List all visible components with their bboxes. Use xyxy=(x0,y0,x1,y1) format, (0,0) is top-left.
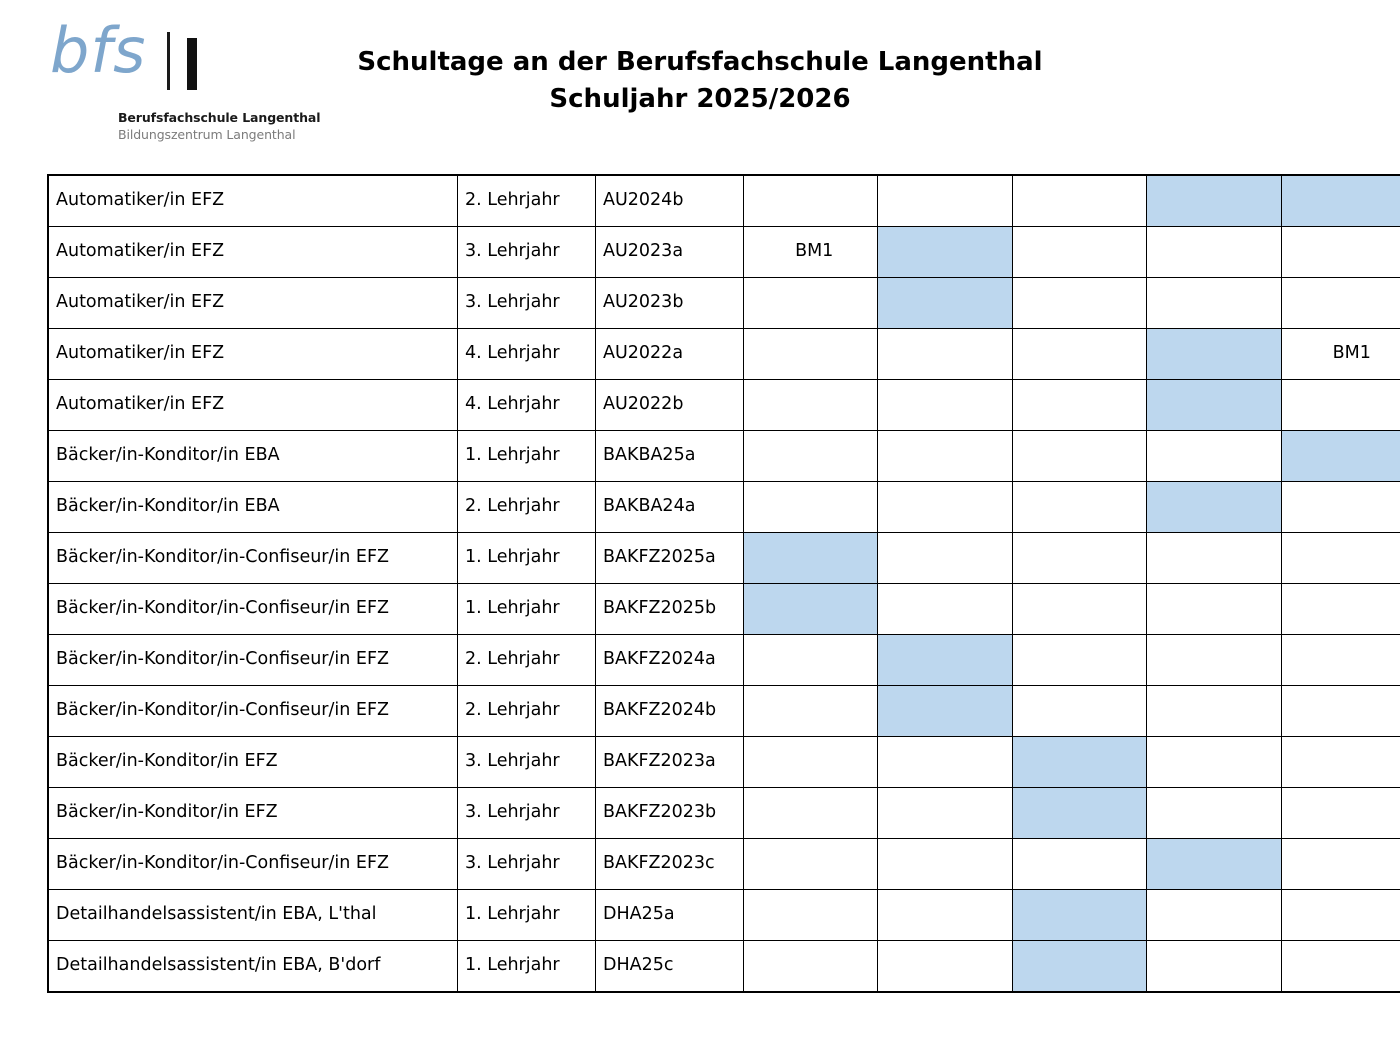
logo-mark xyxy=(50,14,210,100)
page-title-line-1: Schultage an der Berufsfachschule Langenthal xyxy=(357,47,1043,77)
cell-class-code: BAKFZ2025a xyxy=(596,533,744,584)
cell-schoolday xyxy=(878,175,1012,227)
cell-schoolday xyxy=(744,839,878,890)
cell-class-code: BAKFZ2024a xyxy=(596,635,744,686)
cell-schoolday xyxy=(744,227,878,278)
cell-schoolday xyxy=(744,635,878,686)
cell-class-code: AU2023b xyxy=(596,278,744,329)
cell-schoolday xyxy=(1012,278,1146,329)
logo-wordmark: bfs xyxy=(50,14,147,87)
schedule-sheet xyxy=(47,174,1371,993)
cell-schoolday xyxy=(1012,227,1146,278)
cell-schoolday-marked xyxy=(1281,175,1400,227)
cell-program: Detailhandelsassistent/in EBA, L'thal xyxy=(48,890,458,941)
cell-class-code: BAKFZ2023c xyxy=(596,839,744,890)
cell-schoolday xyxy=(744,482,878,533)
logo-divider-rule xyxy=(167,32,170,90)
page-header xyxy=(0,0,1400,160)
cell-schoolday xyxy=(1147,635,1281,686)
cell-schoolday xyxy=(1147,686,1281,737)
cell-schoolday-marked xyxy=(1147,482,1281,533)
cell-schoolday xyxy=(1147,278,1281,329)
cell-schoolday xyxy=(1147,533,1281,584)
cell-schoolday xyxy=(744,686,878,737)
table-row xyxy=(48,839,1400,890)
cell-schoolday xyxy=(1281,686,1400,737)
cell-program: Automatiker/in EFZ xyxy=(48,380,458,431)
cell-schoolday xyxy=(1281,737,1400,788)
cell-program: Detailhandelsassistent/in EBA, B'dorf xyxy=(48,941,458,993)
cell-schoolday xyxy=(878,380,1012,431)
cell-class-code: AU2022a xyxy=(596,329,744,380)
cell-program: Automatiker/in EFZ xyxy=(48,175,458,227)
cell-schoolday xyxy=(1012,635,1146,686)
table-row xyxy=(48,737,1400,788)
cell-schoolday xyxy=(1281,533,1400,584)
cell-schoolday xyxy=(1147,890,1281,941)
cell-class-code: AU2024b xyxy=(596,175,744,227)
cell-program: Bäcker/in-Konditor/in-Confiseur/in EFZ xyxy=(48,686,458,737)
table-row xyxy=(48,635,1400,686)
table-row xyxy=(48,890,1400,941)
cell-apprenticeship-year: 3. Lehrjahr xyxy=(458,278,596,329)
cell-schoolday xyxy=(744,941,878,993)
cell-schoolday xyxy=(1012,482,1146,533)
schoolday-label: BM1 xyxy=(1332,343,1371,364)
cell-apprenticeship-year: 2. Lehrjahr xyxy=(458,482,596,533)
cell-apprenticeship-year: 3. Lehrjahr xyxy=(458,737,596,788)
cell-schoolday xyxy=(878,788,1012,839)
cell-schoolday xyxy=(1012,533,1146,584)
cell-schoolday-marked xyxy=(1012,941,1146,993)
table-row xyxy=(48,584,1400,635)
cell-program: Bäcker/in-Konditor/in-Confiseur/in EFZ xyxy=(48,839,458,890)
cell-schoolday xyxy=(1012,584,1146,635)
cell-program: Bäcker/in-Konditor/in-Confiseur/in EFZ xyxy=(48,533,458,584)
cell-schoolday-marked xyxy=(878,635,1012,686)
cell-program: Bäcker/in-Konditor/in EBA xyxy=(48,482,458,533)
school-logo xyxy=(42,14,342,151)
cell-schoolday xyxy=(1281,584,1400,635)
table-row xyxy=(48,941,1400,993)
cell-class-code: BAKFZ2023a xyxy=(596,737,744,788)
cell-schoolday xyxy=(1281,890,1400,941)
cell-class-code: AU2022b xyxy=(596,380,744,431)
cell-program: Automatiker/in EFZ xyxy=(48,227,458,278)
cell-schoolday xyxy=(878,737,1012,788)
cell-schoolday xyxy=(878,329,1012,380)
table-row xyxy=(48,431,1400,482)
cell-program: Bäcker/in-Konditor/in-Confiseur/in EFZ xyxy=(48,584,458,635)
cell-schoolday xyxy=(1281,941,1400,993)
cell-apprenticeship-year: 1. Lehrjahr xyxy=(458,584,596,635)
cell-schoolday xyxy=(1012,839,1146,890)
cell-class-code: BAKBA25a xyxy=(596,431,744,482)
cell-class-code: DHA25a xyxy=(596,890,744,941)
cell-schoolday xyxy=(744,278,878,329)
table-row xyxy=(48,227,1400,278)
logo-vertical-bar-icon xyxy=(187,38,197,90)
cell-schoolday xyxy=(878,839,1012,890)
cell-schoolday xyxy=(1012,431,1146,482)
cell-schoolday xyxy=(878,584,1012,635)
table-row xyxy=(48,329,1400,380)
cell-schoolday xyxy=(1147,788,1281,839)
cell-schoolday-marked xyxy=(1147,839,1281,890)
schoolday-label: BM1 xyxy=(795,241,834,262)
cell-schoolday xyxy=(1281,482,1400,533)
table-row xyxy=(48,175,1400,227)
cell-schoolday-marked xyxy=(1147,329,1281,380)
cell-schoolday-marked xyxy=(1012,890,1146,941)
cell-apprenticeship-year: 1. Lehrjahr xyxy=(458,890,596,941)
cell-schoolday-marked xyxy=(744,584,878,635)
cell-schoolday xyxy=(1012,175,1146,227)
cell-schoolday xyxy=(744,175,878,227)
cell-apprenticeship-year: 2. Lehrjahr xyxy=(458,686,596,737)
cell-schoolday xyxy=(744,737,878,788)
table-row xyxy=(48,686,1400,737)
cell-schoolday xyxy=(1281,635,1400,686)
cell-schoolday-marked xyxy=(878,686,1012,737)
cell-program: Automatiker/in EFZ xyxy=(48,278,458,329)
cell-program: Automatiker/in EFZ xyxy=(48,329,458,380)
cell-schoolday xyxy=(1147,941,1281,993)
cell-schoolday xyxy=(1281,380,1400,431)
cell-schoolday xyxy=(744,788,878,839)
table-row xyxy=(48,380,1400,431)
cell-apprenticeship-year: 3. Lehrjahr xyxy=(458,839,596,890)
cell-class-code: BAKFZ2025b xyxy=(596,584,744,635)
cell-schoolday-marked xyxy=(1012,788,1146,839)
cell-apprenticeship-year: 4. Lehrjahr xyxy=(458,380,596,431)
cell-schoolday xyxy=(1281,788,1400,839)
cell-schoolday xyxy=(744,890,878,941)
schedule-table-body xyxy=(48,175,1400,992)
cell-schoolday xyxy=(1281,227,1400,278)
cell-apprenticeship-year: 2. Lehrjahr xyxy=(458,175,596,227)
cell-schoolday xyxy=(744,380,878,431)
cell-schoolday xyxy=(1147,584,1281,635)
cell-schoolday-marked xyxy=(744,533,878,584)
cell-schoolday-marked xyxy=(878,278,1012,329)
cell-schoolday xyxy=(1147,737,1281,788)
cell-class-code: DHA25c xyxy=(596,941,744,993)
table-row xyxy=(48,482,1400,533)
cell-apprenticeship-year: 4. Lehrjahr xyxy=(458,329,596,380)
cell-apprenticeship-year: 1. Lehrjahr xyxy=(458,533,596,584)
table-row xyxy=(48,278,1400,329)
cell-schoolday-marked xyxy=(1147,175,1281,227)
cell-schoolday xyxy=(878,431,1012,482)
cell-schoolday xyxy=(1012,329,1146,380)
table-row xyxy=(48,788,1400,839)
cell-schoolday xyxy=(744,431,878,482)
table-row xyxy=(48,533,1400,584)
cell-schoolday-marked xyxy=(878,227,1012,278)
cell-schoolday xyxy=(878,941,1012,993)
cell-program: Bäcker/in-Konditor/in EBA xyxy=(48,431,458,482)
cell-schoolday xyxy=(1281,839,1400,890)
cell-class-code: AU2023a xyxy=(596,227,744,278)
cell-schoolday xyxy=(1147,227,1281,278)
cell-program: Bäcker/in-Konditor/in-Confiseur/in EFZ xyxy=(48,635,458,686)
cell-schoolday xyxy=(878,890,1012,941)
cell-schoolday-marked xyxy=(1012,737,1146,788)
cell-schoolday xyxy=(878,533,1012,584)
cell-schoolday-marked xyxy=(1147,380,1281,431)
cell-apprenticeship-year: 3. Lehrjahr xyxy=(458,788,596,839)
cell-program: Bäcker/in-Konditor/in EFZ xyxy=(48,788,458,839)
cell-schoolday xyxy=(744,329,878,380)
page-title-line-2: Schuljahr 2025/2026 xyxy=(549,83,851,114)
cell-schoolday xyxy=(1281,329,1400,380)
cell-apprenticeship-year: 3. Lehrjahr xyxy=(458,227,596,278)
cell-class-code: BAKFZ2024b xyxy=(596,686,744,737)
logo-institution-name: Berufsfachschule Langenthal xyxy=(118,110,321,125)
cell-apprenticeship-year: 1. Lehrjahr xyxy=(458,941,596,993)
cell-schoolday-marked xyxy=(1281,431,1400,482)
cell-schoolday xyxy=(1012,380,1146,431)
page-title xyxy=(300,44,1100,118)
logo-subtitle: Bildungszentrum Langenthal xyxy=(118,126,296,142)
cell-schoolday xyxy=(1147,431,1281,482)
cell-schoolday xyxy=(1012,686,1146,737)
cell-schoolday xyxy=(1281,278,1400,329)
cell-program: Bäcker/in-Konditor/in EFZ xyxy=(48,737,458,788)
schedule-table xyxy=(47,174,1400,993)
cell-class-code: BAKFZ2023b xyxy=(596,788,744,839)
cell-schoolday xyxy=(878,482,1012,533)
cell-apprenticeship-year: 1. Lehrjahr xyxy=(458,431,596,482)
cell-class-code: BAKBA24a xyxy=(596,482,744,533)
cell-apprenticeship-year: 2. Lehrjahr xyxy=(458,635,596,686)
